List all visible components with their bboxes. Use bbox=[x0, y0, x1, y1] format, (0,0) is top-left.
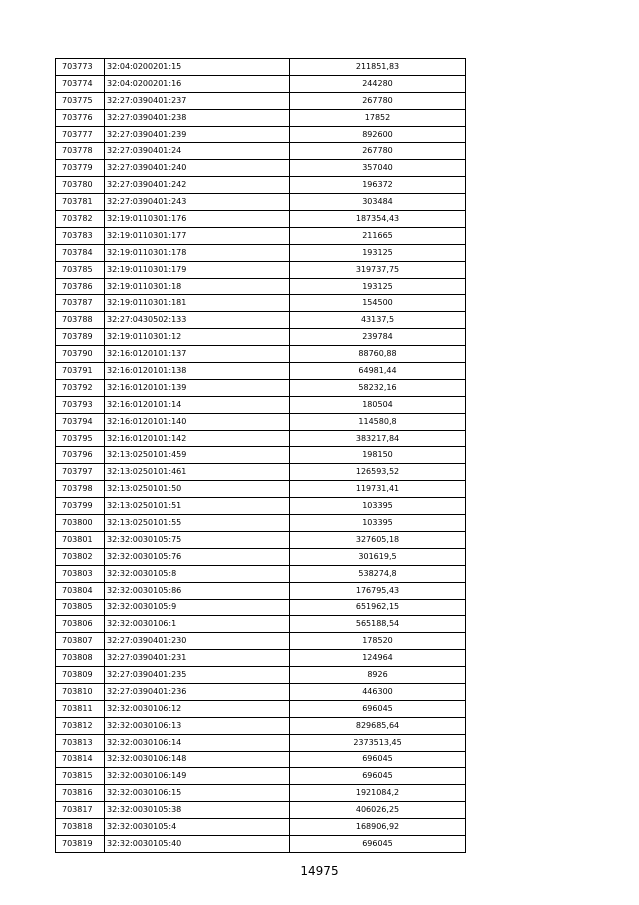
table-row bbox=[56, 582, 466, 599]
row-id-cell: 703789 bbox=[56, 329, 105, 346]
row-id-cell: 703782 bbox=[56, 211, 105, 228]
cadastral-value-table bbox=[55, 58, 466, 853]
table-row bbox=[56, 379, 466, 396]
value-cell: 43137,5 bbox=[290, 312, 466, 329]
row-id-cell: 703773 bbox=[56, 59, 105, 76]
value-cell: 383217,84 bbox=[290, 430, 466, 447]
row-id-cell: 703800 bbox=[56, 515, 105, 532]
cadastral-number-cell: 32:19:0110301:179 bbox=[105, 261, 290, 278]
cadastral-number-cell: 32:04:0200201:15 bbox=[105, 59, 290, 76]
cadastral-number-cell: 32:16:0120101:140 bbox=[105, 413, 290, 430]
cadastral-number-cell: 32:32:0030105:38 bbox=[105, 802, 290, 819]
row-id-cell: 703796 bbox=[56, 447, 105, 464]
row-id-cell: 703805 bbox=[56, 599, 105, 616]
row-id-cell: 703815 bbox=[56, 768, 105, 785]
value-cell: 357040 bbox=[290, 160, 466, 177]
value-cell: 327605,18 bbox=[290, 531, 466, 548]
cadastral-number-cell: 32:32:0030105:4 bbox=[105, 819, 290, 836]
row-id-cell: 703794 bbox=[56, 413, 105, 430]
table-row bbox=[56, 126, 466, 143]
value-cell: 193125 bbox=[290, 244, 466, 261]
table-row bbox=[56, 819, 466, 836]
table-row bbox=[56, 143, 466, 160]
table-row bbox=[56, 227, 466, 244]
cadastral-number-cell: 32:27:0390401:237 bbox=[105, 92, 290, 109]
cadastral-number-cell: 32:13:0250101:51 bbox=[105, 498, 290, 515]
table-row bbox=[56, 548, 466, 565]
value-cell: 17852 bbox=[290, 109, 466, 126]
value-cell: 119731,41 bbox=[290, 481, 466, 498]
cadastral-number-cell: 32:32:0030106:1 bbox=[105, 616, 290, 633]
row-id-cell: 703812 bbox=[56, 717, 105, 734]
table-row bbox=[56, 768, 466, 785]
row-id-cell: 703788 bbox=[56, 312, 105, 329]
table-row bbox=[56, 75, 466, 92]
value-cell: 267780 bbox=[290, 143, 466, 160]
cadastral-number-cell: 32:27:0390401:24 bbox=[105, 143, 290, 160]
row-id-cell: 703802 bbox=[56, 548, 105, 565]
table-body bbox=[56, 59, 466, 853]
row-id-cell: 703809 bbox=[56, 667, 105, 684]
row-id-cell: 703781 bbox=[56, 194, 105, 211]
value-cell: 114580,8 bbox=[290, 413, 466, 430]
value-cell: 126593,52 bbox=[290, 464, 466, 481]
row-id-cell: 703818 bbox=[56, 819, 105, 836]
row-id-cell: 703807 bbox=[56, 633, 105, 650]
value-cell: 176795,43 bbox=[290, 582, 466, 599]
value-cell: 301619,5 bbox=[290, 548, 466, 565]
table-row bbox=[56, 363, 466, 380]
cadastral-number-cell: 32:04:0200201:16 bbox=[105, 75, 290, 92]
value-cell: 8926 bbox=[290, 667, 466, 684]
value-cell: 88760,88 bbox=[290, 346, 466, 363]
cadastral-number-cell: 32:32:0030105:76 bbox=[105, 548, 290, 565]
value-cell: 239784 bbox=[290, 329, 466, 346]
row-id-cell: 703810 bbox=[56, 683, 105, 700]
table-row bbox=[56, 430, 466, 447]
row-id-cell: 703811 bbox=[56, 700, 105, 717]
value-cell: 103395 bbox=[290, 498, 466, 515]
value-cell: 406026,25 bbox=[290, 802, 466, 819]
table-row bbox=[56, 261, 466, 278]
cadastral-number-cell: 32:13:0250101:50 bbox=[105, 481, 290, 498]
value-cell: 64981,44 bbox=[290, 363, 466, 380]
row-id-cell: 703776 bbox=[56, 109, 105, 126]
cadastral-number-cell: 32:16:0120101:139 bbox=[105, 379, 290, 396]
value-cell: 1921084,2 bbox=[290, 785, 466, 802]
cadastral-number-cell: 32:13:0250101:459 bbox=[105, 447, 290, 464]
row-id-cell: 703797 bbox=[56, 464, 105, 481]
value-cell: 180504 bbox=[290, 396, 466, 413]
row-id-cell: 703801 bbox=[56, 531, 105, 548]
table-row bbox=[56, 194, 466, 211]
cadastral-number-cell: 32:16:0120101:137 bbox=[105, 346, 290, 363]
table-row bbox=[56, 599, 466, 616]
cadastral-number-cell: 32:19:0110301:18 bbox=[105, 278, 290, 295]
cadastral-number-cell: 32:27:0390401:242 bbox=[105, 177, 290, 194]
cadastral-number-cell: 32:32:0030106:13 bbox=[105, 717, 290, 734]
table-row bbox=[56, 160, 466, 177]
value-cell: 211851,83 bbox=[290, 59, 466, 76]
table-row bbox=[56, 481, 466, 498]
table-row bbox=[56, 531, 466, 548]
value-cell: 187354,43 bbox=[290, 211, 466, 228]
value-cell: 696045 bbox=[290, 835, 466, 852]
row-id-cell: 703808 bbox=[56, 650, 105, 667]
table-row bbox=[56, 498, 466, 515]
value-cell: 829685,64 bbox=[290, 717, 466, 734]
cadastral-number-cell: 32:32:0030106:149 bbox=[105, 768, 290, 785]
table-row bbox=[56, 717, 466, 734]
cadastral-number-cell: 32:19:0110301:181 bbox=[105, 295, 290, 312]
value-cell: 178520 bbox=[290, 633, 466, 650]
table-row bbox=[56, 447, 466, 464]
cadastral-number-cell: 32:19:0110301:12 bbox=[105, 329, 290, 346]
table-row bbox=[56, 295, 466, 312]
value-cell: 198150 bbox=[290, 447, 466, 464]
cadastral-number-cell: 32:32:0030105:8 bbox=[105, 565, 290, 582]
table-row bbox=[56, 683, 466, 700]
value-cell: 2373513,45 bbox=[290, 734, 466, 751]
cadastral-number-cell: 32:27:0390401:238 bbox=[105, 109, 290, 126]
cadastral-number-cell: 32:32:0030106:148 bbox=[105, 751, 290, 768]
cadastral-number-cell: 32:27:0390401:231 bbox=[105, 650, 290, 667]
row-id-cell: 703783 bbox=[56, 227, 105, 244]
cadastral-number-cell: 32:27:0390401:243 bbox=[105, 194, 290, 211]
table-row bbox=[56, 751, 466, 768]
value-cell: 446300 bbox=[290, 683, 466, 700]
cadastral-number-cell: 32:27:0390401:240 bbox=[105, 160, 290, 177]
value-cell: 267780 bbox=[290, 92, 466, 109]
table-row bbox=[56, 633, 466, 650]
value-cell: 168906,92 bbox=[290, 819, 466, 836]
value-cell: 696045 bbox=[290, 700, 466, 717]
value-cell: 58232,16 bbox=[290, 379, 466, 396]
table-row bbox=[56, 464, 466, 481]
cadastral-number-cell: 32:32:0030106:15 bbox=[105, 785, 290, 802]
cadastral-number-cell: 32:13:0250101:55 bbox=[105, 515, 290, 532]
value-cell: 651962,15 bbox=[290, 599, 466, 616]
page-number: 14975 bbox=[300, 864, 339, 878]
table-row bbox=[56, 109, 466, 126]
row-id-cell: 703777 bbox=[56, 126, 105, 143]
row-id-cell: 703792 bbox=[56, 379, 105, 396]
cadastral-number-cell: 32:32:0030106:14 bbox=[105, 734, 290, 751]
table-row bbox=[56, 177, 466, 194]
table-row bbox=[56, 835, 466, 852]
table-row bbox=[56, 515, 466, 532]
table-row bbox=[56, 59, 466, 76]
table-row bbox=[56, 565, 466, 582]
table-row bbox=[56, 278, 466, 295]
row-id-cell: 703795 bbox=[56, 430, 105, 447]
row-id-cell: 703780 bbox=[56, 177, 105, 194]
cadastral-number-cell: 32:27:0430502:133 bbox=[105, 312, 290, 329]
cadastral-number-cell: 32:32:0030105:86 bbox=[105, 582, 290, 599]
row-id-cell: 703774 bbox=[56, 75, 105, 92]
cadastral-number-cell: 32:32:0030105:9 bbox=[105, 599, 290, 616]
row-id-cell: 703804 bbox=[56, 582, 105, 599]
row-id-cell: 703814 bbox=[56, 751, 105, 768]
row-id-cell: 703816 bbox=[56, 785, 105, 802]
cadastral-number-cell: 32:13:0250101:461 bbox=[105, 464, 290, 481]
value-cell: 193125 bbox=[290, 278, 466, 295]
value-cell: 319737,75 bbox=[290, 261, 466, 278]
table-row bbox=[56, 244, 466, 261]
table-row bbox=[56, 616, 466, 633]
row-id-cell: 703817 bbox=[56, 802, 105, 819]
row-id-cell: 703779 bbox=[56, 160, 105, 177]
table-row bbox=[56, 802, 466, 819]
value-cell: 892600 bbox=[290, 126, 466, 143]
table-row bbox=[56, 650, 466, 667]
cadastral-number-cell: 32:32:0030105:40 bbox=[105, 835, 290, 852]
cadastral-number-cell: 32:16:0120101:14 bbox=[105, 396, 290, 413]
row-id-cell: 703793 bbox=[56, 396, 105, 413]
row-id-cell: 703791 bbox=[56, 363, 105, 380]
row-id-cell: 703799 bbox=[56, 498, 105, 515]
table-row bbox=[56, 211, 466, 228]
cadastral-number-cell: 32:19:0110301:176 bbox=[105, 211, 290, 228]
row-id-cell: 703775 bbox=[56, 92, 105, 109]
value-cell: 565188,54 bbox=[290, 616, 466, 633]
value-cell: 103395 bbox=[290, 515, 466, 532]
value-cell: 196372 bbox=[290, 177, 466, 194]
row-id-cell: 703778 bbox=[56, 143, 105, 160]
row-id-cell: 703786 bbox=[56, 278, 105, 295]
value-cell: 244280 bbox=[290, 75, 466, 92]
table-row bbox=[56, 785, 466, 802]
row-id-cell: 703813 bbox=[56, 734, 105, 751]
table-row bbox=[56, 413, 466, 430]
table-row bbox=[56, 396, 466, 413]
row-id-cell: 703798 bbox=[56, 481, 105, 498]
row-id-cell: 703803 bbox=[56, 565, 105, 582]
value-cell: 303484 bbox=[290, 194, 466, 211]
cadastral-number-cell: 32:27:0390401:230 bbox=[105, 633, 290, 650]
cadastral-number-cell: 32:27:0390401:236 bbox=[105, 683, 290, 700]
row-id-cell: 703787 bbox=[56, 295, 105, 312]
cadastral-number-cell: 32:27:0390401:239 bbox=[105, 126, 290, 143]
cadastral-number-cell: 32:19:0110301:178 bbox=[105, 244, 290, 261]
value-cell: 211665 bbox=[290, 227, 466, 244]
table-row bbox=[56, 312, 466, 329]
row-id-cell: 703806 bbox=[56, 616, 105, 633]
table-row bbox=[56, 92, 466, 109]
value-cell: 538274,8 bbox=[290, 565, 466, 582]
row-id-cell: 703785 bbox=[56, 261, 105, 278]
cadastral-number-cell: 32:19:0110301:177 bbox=[105, 227, 290, 244]
cadastral-number-cell: 32:27:0390401:235 bbox=[105, 667, 290, 684]
value-cell: 696045 bbox=[290, 751, 466, 768]
table-row bbox=[56, 346, 466, 363]
table-row bbox=[56, 700, 466, 717]
cadastral-number-cell: 32:32:0030105:75 bbox=[105, 531, 290, 548]
value-cell: 124964 bbox=[290, 650, 466, 667]
table-row bbox=[56, 734, 466, 751]
table-row bbox=[56, 329, 466, 346]
cadastral-number-cell: 32:32:0030106:12 bbox=[105, 700, 290, 717]
cadastral-number-cell: 32:16:0120101:142 bbox=[105, 430, 290, 447]
row-id-cell: 703819 bbox=[56, 835, 105, 852]
value-cell: 154500 bbox=[290, 295, 466, 312]
table-row bbox=[56, 667, 466, 684]
row-id-cell: 703784 bbox=[56, 244, 105, 261]
row-id-cell: 703790 bbox=[56, 346, 105, 363]
value-cell: 696045 bbox=[290, 768, 466, 785]
cadastral-number-cell: 32:16:0120101:138 bbox=[105, 363, 290, 380]
